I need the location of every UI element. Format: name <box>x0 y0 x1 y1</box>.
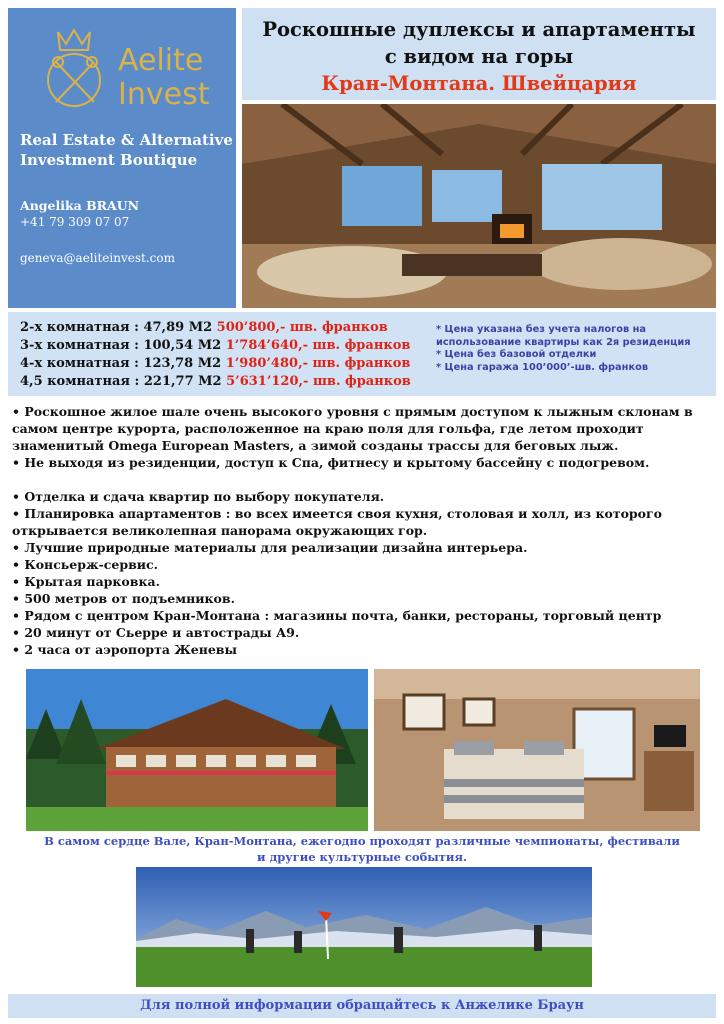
apartment-price: 1’980’480,- шв. франков <box>225 356 411 371</box>
price-panel <box>8 312 716 396</box>
price-row <box>20 338 410 353</box>
spacer <box>12 471 716 488</box>
feature-item: • 20 минут от Сьерре и автострады А9. <box>12 625 300 640</box>
price-row <box>20 356 410 371</box>
apartment-price: 5’631’120,- шв. франков <box>226 374 411 389</box>
tagline-line1: Real Estate & Alternative <box>20 131 233 149</box>
price-row <box>20 320 388 335</box>
caption-line1: В самом сердце Вале, Кран-Монтана, ежегодно проходят различные чемпионаты, фестивали <box>44 834 680 848</box>
feature-item: • Консьерж-сервис. <box>12 557 159 572</box>
feature-item: • Лучшие природные материалы для реализации дизайна интерьера. <box>12 540 528 555</box>
title-line2: с видом на горы <box>384 45 574 68</box>
price-note: * Цена гаража 100’000’-шв. франков <box>436 361 649 373</box>
price-notes <box>436 324 714 374</box>
contact-name: Angelika BRAUN <box>20 198 140 213</box>
chalet-living-room-photo <box>242 104 716 308</box>
apartment-price: 500’800,- шв. франков <box>216 320 388 335</box>
contact-footer: Для полной информации обращайтесь к Анжелике Браун <box>8 994 716 1018</box>
crown-keys-icon <box>36 22 226 112</box>
apartment-size: 2-х комнатная : 47,89 М2 <box>20 320 217 335</box>
brand-name-line2: Invest <box>118 77 210 112</box>
feature-item: • 2 часа от аэропорта Женевы <box>12 642 238 657</box>
bedroom-photo <box>374 669 700 831</box>
caption-line2: и другие культурные события. <box>257 850 467 864</box>
brand-name-line1: Aelite <box>118 43 204 78</box>
brand-panel <box>8 8 236 308</box>
price-note: * Цена указана без учета налогов на использование квартиры как 2я резиденция <box>436 324 691 348</box>
price-row <box>20 374 411 389</box>
contact-phone[interactable]: +41 79 309 07 07 <box>20 215 130 229</box>
price-note: * Цена без базовой отделки <box>436 349 597 360</box>
features-list <box>12 403 716 658</box>
feature-item: • 500 метров от подъемников. <box>12 591 235 606</box>
apartment-size: 4,5 комнатная : 221,77 М2 <box>20 374 227 389</box>
feature-item: • Не выходя из резиденции, доступ к Спа, фитнесу и крытому бассейну с подогревом. <box>12 455 650 470</box>
feature-item: • Крытая парковка. <box>12 574 160 589</box>
feature-item: • Рядом с центром Кран-Монтана : магазины почта, банки, рестораны, торговый центр <box>12 608 662 623</box>
feature-item: • Планировка апартаментов : во всех имеется своя кухня, столовая и холл, из которого открывается великолепная панорама окружающих гор. <box>12 506 662 538</box>
photo-caption <box>30 833 694 865</box>
contact-email[interactable]: geneva@aeliteinvest.com <box>20 251 175 265</box>
tagline-line2: Investment Boutique <box>20 151 198 169</box>
feature-item: • Отделка и сдача квартир по выбору покупателя. <box>12 489 385 504</box>
golf-course-panorama-photo <box>136 867 592 987</box>
location-title: Кран-Монтана. Швейцария <box>321 72 637 95</box>
apartment-size: 3-х комнатная : 100,54 М2 <box>20 338 226 353</box>
title-banner <box>242 8 716 100</box>
chalet-exterior-photo <box>26 669 368 831</box>
apartment-size: 4-х комнатная : 123,78 М2 <box>20 356 226 371</box>
apartment-price: 1’784’640,- шв. франков <box>225 338 411 353</box>
title-line1: Роскошные дуплексы и апартаменты <box>262 18 696 41</box>
feature-item: • Роскошное жилое шале очень высокого уровня с прямым доступом к лыжным склонам в самом центре курорта, расположенное на краю поля для гольфа, где летом проходит знаменитый Omega European Masters, а зимой созданы трассы для беговых лыж. <box>12 404 693 453</box>
brand-tagline <box>20 130 236 170</box>
aelite-invest-logo <box>36 22 226 112</box>
